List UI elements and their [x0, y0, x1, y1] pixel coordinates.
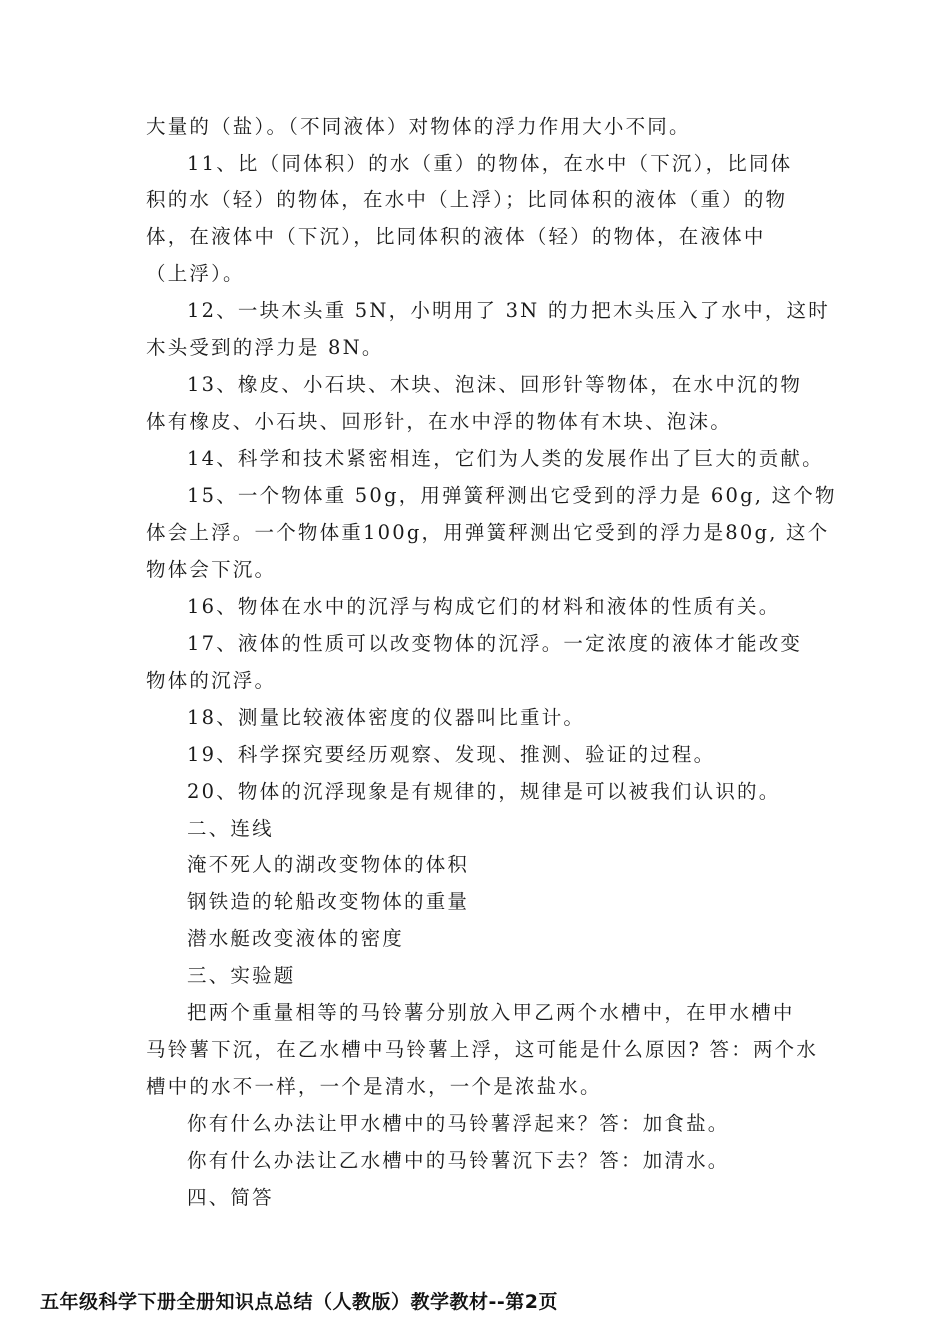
text-line: 11、比（同体积）的水（重）的物体，在水中（下沉），比同体	[187, 152, 793, 175]
page-footer: 五年级科学下册全册知识点总结（人教版）教学教材--第2页	[40, 1291, 558, 1313]
text-line: 18、测量比较液体密度的仪器叫比重计。	[187, 706, 586, 729]
section-heading: 四、简答	[187, 1186, 274, 1209]
text-line: 14、科学和技术紧密相连，它们为人类的发展作出了巨大的贡献。	[187, 447, 824, 470]
text-line: 体，在液体中（下沉），比同体积的液体（轻）的物体，在液体中	[146, 225, 766, 248]
text-line: 16、物体在水中的沉浮与构成它们的材料和液体的性质有关。	[187, 595, 781, 618]
text-line: 积的水（轻）的物体，在水中（上浮）；比同体积的液体（重）的物	[146, 188, 788, 211]
text-line: 你有什么办法让甲水槽中的马铃薯浮起来？答：加食盐。	[187, 1112, 730, 1135]
text-line: 20、物体的沉浮现象是有规律的，规律是可以被我们认识的。	[187, 780, 781, 803]
text-line: 12、一块木头重 5N，小明用了 3N 的力把木头压入了水中，这时	[187, 299, 830, 322]
text-line: 19、科学探究要经历观察、发现、推测、验证的过程。	[187, 743, 716, 766]
text-line: 15、一个物体重 50g，用弹簧秤测出它受到的浮力是 60g, 这个物	[187, 484, 837, 507]
text-line: 你有什么办法让乙水槽中的马铃薯沉下去？答：加清水。	[187, 1149, 730, 1172]
section-heading: 三、实验题	[187, 964, 296, 987]
text-line: 钢铁造的轮船改变物体的重量	[187, 890, 470, 913]
text-line: 淹不死人的湖改变物体的体积	[187, 853, 470, 876]
text-line: 把两个重量相等的马铃薯分别放入甲乙两个水槽中，在甲水槽中	[187, 1001, 795, 1024]
text-line: 物体会下沉。	[146, 558, 277, 581]
text-line: 潜水艇改变液体的密度	[187, 927, 405, 950]
text-line: 体会上浮。一个物体重100g，用弹簧秤测出它受到的浮力是80g, 这个	[146, 521, 830, 544]
text-line: 木头受到的浮力是 8N。	[146, 336, 384, 359]
section-heading: 二、连线	[187, 817, 274, 840]
text-line: 13、橡皮、小石块、木块、泡沫、回形针等物体，在水中沉的物	[187, 373, 803, 396]
text-line: 马铃薯下沉，在乙水槽中马铃薯上浮，这可能是什么原因? 答：两个水	[146, 1038, 819, 1061]
text-line: 17、液体的性质可以改变物体的沉浮。一定浓度的液体才能改变	[187, 632, 803, 655]
text-line: 物体的沉浮。	[146, 669, 277, 692]
text-line: 体有橡皮、小石块、回形针，在水中浮的物体有木块、泡沫。	[146, 410, 732, 433]
text-line: 大量的（盐）。（不同液体）对物体的浮力作用大小不同。	[146, 115, 691, 138]
text-line: 槽中的水不一样，一个是清水，一个是浓盐水。	[146, 1075, 602, 1098]
text-line: （上浮）。	[146, 262, 245, 285]
